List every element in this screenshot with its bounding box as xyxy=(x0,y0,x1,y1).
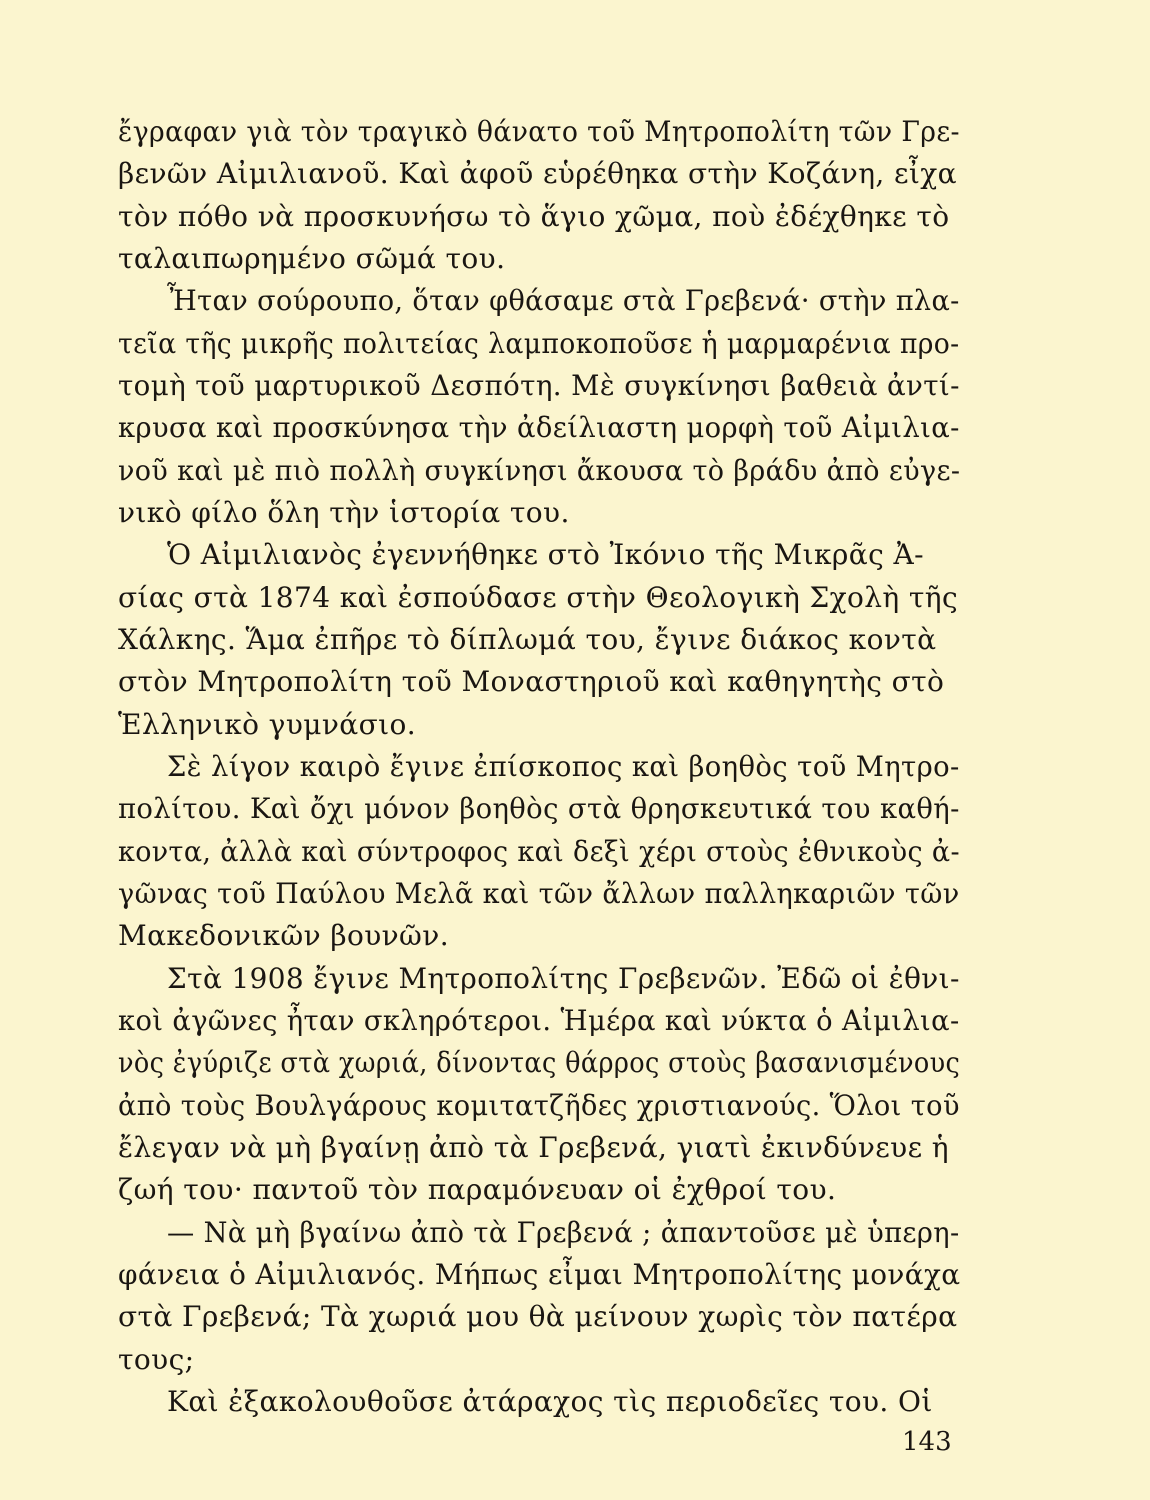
text-line: Χάλκης. Ἅμα ἐπῆρε τὸ δίπλωμά του, ἔγινε διάκος κοντὰ xyxy=(118,623,937,656)
text-line: Σὲ λίγον καιρὸ ἔγινε ἐπίσκοπος καὶ βοηθὸς τοῦ Μητρο- xyxy=(167,750,960,783)
text-line: βενῶν Αἰμιλιανοῦ. Καὶ ἀφοῦ εὑρέθηκα στὴν Κοζάνη, εἶχα xyxy=(118,157,957,191)
text-line: κοὶ ἀγῶνες ἦταν σκληρότεροι. Ἡμέρα καὶ νύκτα ὁ Αἰμιλια- xyxy=(118,1004,960,1037)
text-line: γῶνας τοῦ Παύλου Μελᾶ καὶ τῶν ἄλλων παλληκαριῶν τῶν xyxy=(118,877,960,910)
text-line: τομὴ τοῦ μαρτυρικοῦ Δεσπότη. Μὲ συγκίνησι βαθειὰ ἀντί- xyxy=(118,369,960,402)
text-line: πολίτου. Καὶ ὄχι μόνον βοηθὸς στὰ θρησκευτικά του καθή- xyxy=(118,792,960,826)
text-line: ζωή του· παντοῦ τὸν παραμόνευαν οἱ ἐχθροί του. xyxy=(118,1173,837,1207)
text-line: ἀπὸ τοὺς Βουλγάρους κομιτατζῆδες χριστιανούς. Ὅλοι τοῦ xyxy=(118,1088,960,1122)
text-line: ἔλεγαν νὰ μὴ βγαίνῃ ἀπὸ τὰ Γρεβενά, γιατὶ ἐκινδύνευε ἡ xyxy=(118,1131,949,1164)
text-line: κρυσα καὶ προσκύνησα τὴν ἀδείλιαστη μορφὴ τοῦ Αἰμιλια- xyxy=(118,411,960,445)
text-line: Μακεδονικῶν βουνῶν. xyxy=(118,919,449,953)
text-line: νοῦ καὶ μὲ πιὸ πολλὴ συγκίνησι ἄκουσα τὸ βράδυ ἀπὸ εὐγε- xyxy=(118,453,961,487)
text-line: Καὶ ἐξακολουθοῦσε ἀτάραχος τὶς περιοδεῖες του. Οἱ xyxy=(167,1385,933,1418)
text-line: φάνεια ὁ Αἰμιλιανός. Μήπως εἶμαι Μητροπολίτης μονάχα xyxy=(118,1258,961,1291)
text-line: ἔγραφαν γιὰ τὸν τραγικὸ θάνατο τοῦ Μητροπολίτη τῶν Γρε- xyxy=(118,115,960,148)
text-line: τους; xyxy=(118,1342,195,1376)
text-line: στὰ Γρεβενά; Τὰ χωριά μου θὰ μείνουν χωρὶς τὸν πατέρα xyxy=(118,1300,958,1334)
text-line: ταλαιπωρημένο σῶμά του. xyxy=(118,242,506,275)
text-line: Στὰ 1908 ἔγινε Μητροπολίτης Γρεβενῶν. Ἐδῶ οἱ ἐθνι- xyxy=(167,961,960,995)
page-number: 143 xyxy=(902,1427,952,1457)
text-line: Ὁ Αἰμιλιανὸς ἐγεννήθηκε στὸ Ἰκόνιο τῆς Μικρᾶς Ἀ- xyxy=(167,538,924,572)
text-line: Ἦταν σούρουπο, ὅταν φθάσαμε στὰ Γρεβενά· στὴν πλα- xyxy=(167,284,960,318)
text-line: τεῖα τῆς μικρῆς πολιτείας λαμποκοποῦσε ἡ μαρμαρένια προ- xyxy=(118,326,960,360)
text-line: Ἑλληνικὸ γυμνάσιο. xyxy=(118,707,417,741)
text-line: νὸς ἐγύριζε στὰ χωριά, δίνοντας θάρρος στοὺς βασανισμένους xyxy=(118,1046,961,1080)
text-line: νικὸ φίλο ὅλη τὴν ἱστορία του. xyxy=(118,496,570,529)
text-line: τὸν πόθο νὰ προσκυνήσω τὸ ἅγιο χῶμα, ποὺ ἐδέχθηκε τὸ xyxy=(118,199,950,233)
text-line: στὸν Μητροπολίτη τοῦ Μοναστηριοῦ καὶ καθηγητὴς στὸ xyxy=(118,665,945,699)
text-line: — Νὰ μὴ βγαίνω ἀπὸ τὰ Γρεβενά ; ἀπαντοῦσε μὲ ὑπερη- xyxy=(167,1215,960,1249)
text-line: κοντα, ἀλλὰ καὶ σύντροφος καὶ δεξὶ χέρι στοὺς ἐθνικοὺς ἀ- xyxy=(118,834,960,868)
text-line: σίας στὰ 1874 καὶ ἐσπούδασε στὴν Θεολογικὴ Σχολὴ τῆς xyxy=(118,580,959,614)
